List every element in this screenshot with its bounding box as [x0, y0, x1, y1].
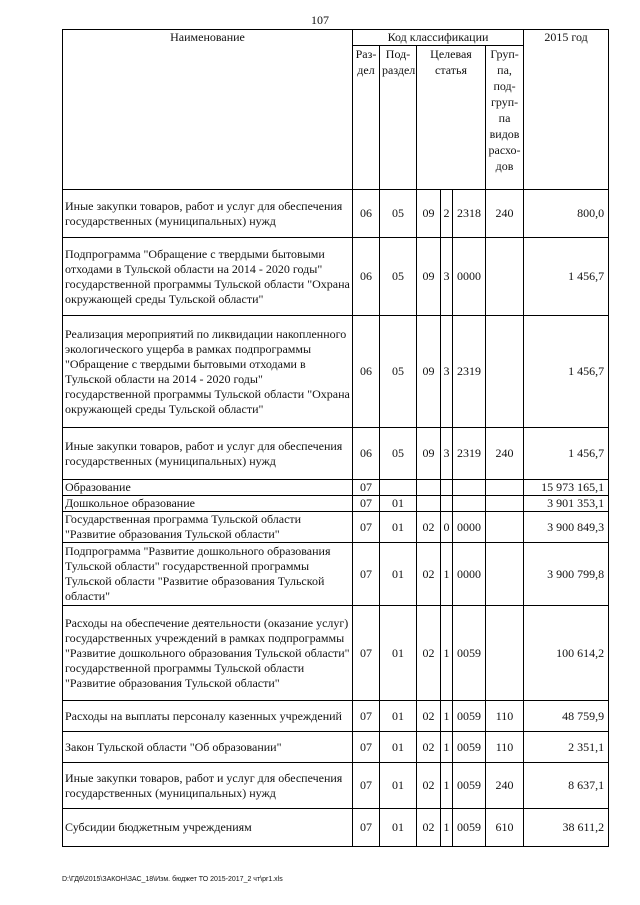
- target-subprogram-cell: 1: [441, 763, 453, 809]
- table-row: [63, 316, 609, 428]
- target-subprogram-cell: 3: [441, 316, 453, 428]
- razdel-cell: 07: [353, 480, 380, 496]
- amount-cell: 800,0: [524, 190, 609, 238]
- target-program-cell: 09: [417, 428, 441, 480]
- table-row: [63, 543, 609, 606]
- podrazdel-cell: 05: [380, 316, 417, 428]
- podrazdel-cell: 01: [380, 701, 417, 732]
- target-subprogram-cell: 1: [441, 732, 453, 763]
- expense-type-cell: [486, 543, 524, 606]
- target-subprogram-cell: 1: [441, 809, 453, 847]
- expense-type-cell: 110: [486, 701, 524, 732]
- expense-type-cell: [486, 238, 524, 316]
- row-name: Реализация мероприятий по ликвидации накопленного экологического ущерба в рамках подпрограммы "Обращение с твердыми бытовыми отходами в Тульской области на 2014 - 2020 годы" государственной программы Тульской области "Охрана окружающей среды Тульской области": [63, 316, 353, 428]
- podrazdel-cell: 01: [380, 512, 417, 543]
- table-row: [63, 428, 609, 480]
- target-subprogram-cell: [441, 480, 453, 496]
- podrazdel-cell: 05: [380, 428, 417, 480]
- table-row: [63, 606, 609, 701]
- target-program-cell: 02: [417, 763, 441, 809]
- expense-type-cell: 240: [486, 428, 524, 480]
- target-direction-cell: 0000: [453, 543, 486, 606]
- target-direction-cell: 0059: [453, 606, 486, 701]
- amount-cell: 48 759,9: [524, 701, 609, 732]
- expense-type-cell: [486, 480, 524, 496]
- amount-cell: 3 900 799,8: [524, 543, 609, 606]
- row-name: Расходы на выплаты персоналу казенных учреждений: [63, 701, 353, 732]
- expense-type-cell: [486, 496, 524, 512]
- razdel-cell: 07: [353, 701, 380, 732]
- budget-table: [62, 29, 609, 847]
- page-number: 107: [311, 13, 329, 27]
- target-subprogram-cell: 0: [441, 512, 453, 543]
- row-name: Субсидии бюджетным учреждениям: [63, 809, 353, 847]
- razdel-cell: 06: [353, 316, 380, 428]
- row-name: Расходы на обеспечение деятельности (оказание услуг) государственных учреждений в рамках подпрограммы "Развитие дошкольного образования Тульской области" государственной программы Тульской области "Развитие образования Тульской области": [63, 606, 353, 701]
- podrazdel-cell: 05: [380, 190, 417, 238]
- table-row: [63, 190, 609, 238]
- expense-type-cell: 610: [486, 809, 524, 847]
- file-path-footer: D:\ГД6\2015\ЗАКОН\ЗАС_18\Изм. бюджет ТО 2015-2017_2 чт\pr1.xls: [62, 876, 283, 883]
- podrazdel-cell: 01: [380, 732, 417, 763]
- row-name: Подпрограмма "Развитие дошкольного образования Тульской области" государственной программы Тульской области "Развитие образования Тульской области": [63, 543, 353, 606]
- table-row: [63, 763, 609, 809]
- target-program-cell: 02: [417, 809, 441, 847]
- row-name: Государственная программа Тульской области "Развитие образования Тульской области": [63, 512, 353, 543]
- target-direction-cell: 2318: [453, 190, 486, 238]
- target-direction-cell: 0000: [453, 512, 486, 543]
- target-program-cell: 02: [417, 606, 441, 701]
- target-direction-cell: 0059: [453, 701, 486, 732]
- table-row: [63, 496, 609, 512]
- row-name: Закон Тульской области "Об образовании": [63, 732, 353, 763]
- target-subprogram-cell: 3: [441, 428, 453, 480]
- razdel-cell: 07: [353, 732, 380, 763]
- expense-type-cell: [486, 316, 524, 428]
- razdel-cell: 07: [353, 543, 380, 606]
- expense-type-cell: 110: [486, 732, 524, 763]
- target-direction-cell: [453, 496, 486, 512]
- target-direction-cell: 0059: [453, 732, 486, 763]
- razdel-cell: 07: [353, 512, 380, 543]
- expense-type-cell: [486, 512, 524, 543]
- razdel-cell: 07: [353, 496, 380, 512]
- header-name: Наименование: [63, 30, 353, 190]
- podrazdel-cell: 05: [380, 238, 417, 316]
- podrazdel-cell: 01: [380, 543, 417, 606]
- amount-cell: 1 456,7: [524, 238, 609, 316]
- target-program-cell: [417, 496, 441, 512]
- table-row: [63, 480, 609, 496]
- row-name: Дошкольное образование: [63, 496, 353, 512]
- podrazdel-cell: 01: [380, 496, 417, 512]
- target-direction-cell: 0059: [453, 809, 486, 847]
- target-subprogram-cell: [441, 496, 453, 512]
- razdel-cell: 06: [353, 428, 380, 480]
- target-direction-cell: 0059: [453, 763, 486, 809]
- header-group: Груп-па, под-груп-па видов расхо-дов: [486, 46, 524, 190]
- amount-cell: 3 900 849,3: [524, 512, 609, 543]
- razdel-cell: 07: [353, 763, 380, 809]
- target-program-cell: 02: [417, 701, 441, 732]
- podrazdel-cell: [380, 480, 417, 496]
- razdel-cell: 07: [353, 606, 380, 701]
- target-direction-cell: 2319: [453, 428, 486, 480]
- amount-cell: 8 637,1: [524, 763, 609, 809]
- target-subprogram-cell: 1: [441, 543, 453, 606]
- expense-type-cell: [486, 606, 524, 701]
- header-podrazdel: Под-раздел: [380, 46, 417, 190]
- target-direction-cell: 2319: [453, 316, 486, 428]
- target-program-cell: 09: [417, 316, 441, 428]
- expense-type-cell: 240: [486, 190, 524, 238]
- target-direction-cell: 0000: [453, 238, 486, 316]
- row-name: Иные закупки товаров, работ и услуг для обеспечения государственных (муниципальных) нужд: [63, 190, 353, 238]
- table-row: [63, 238, 609, 316]
- razdel-cell: 06: [353, 190, 380, 238]
- amount-cell: 3 901 353,1: [524, 496, 609, 512]
- target-program-cell: 09: [417, 238, 441, 316]
- target-program-cell: 02: [417, 543, 441, 606]
- header-target: Целевая статья: [417, 46, 486, 190]
- header-razdel: Раз-дел: [353, 46, 380, 190]
- row-name: Иные закупки товаров, работ и услуг для обеспечения государственных (муниципальных) нужд: [63, 763, 353, 809]
- amount-cell: 2 351,1: [524, 732, 609, 763]
- header-year: 2015 год: [524, 30, 609, 190]
- expense-type-cell: 240: [486, 763, 524, 809]
- table-row: [63, 512, 609, 543]
- amount-cell: 38 611,2: [524, 809, 609, 847]
- target-subprogram-cell: 1: [441, 701, 453, 732]
- target-subprogram-cell: 3: [441, 238, 453, 316]
- target-subprogram-cell: 1: [441, 606, 453, 701]
- target-program-cell: 02: [417, 732, 441, 763]
- target-direction-cell: [453, 480, 486, 496]
- target-program-cell: 09: [417, 190, 441, 238]
- table-row: [63, 701, 609, 732]
- amount-cell: 1 456,7: [524, 428, 609, 480]
- podrazdel-cell: 01: [380, 809, 417, 847]
- row-name: Иные закупки товаров, работ и услуг для обеспечения государственных (муниципальных) нужд: [63, 428, 353, 480]
- row-name: Образование: [63, 480, 353, 496]
- target-program-cell: [417, 480, 441, 496]
- target-subprogram-cell: 2: [441, 190, 453, 238]
- razdel-cell: 06: [353, 238, 380, 316]
- row-name: Подпрограмма "Обращение с твердыми бытовыми отходами в Тульской области на 2014 - 2020 годы" государственной программы Тульской области "Охрана окружающей среды Тульской области": [63, 238, 353, 316]
- header-code: Код классификации: [353, 30, 524, 46]
- amount-cell: 1 456,7: [524, 316, 609, 428]
- amount-cell: 15 973 165,1: [524, 480, 609, 496]
- table-row: [63, 732, 609, 763]
- target-program-cell: 02: [417, 512, 441, 543]
- table-row: [63, 809, 609, 847]
- podrazdel-cell: 01: [380, 763, 417, 809]
- razdel-cell: 07: [353, 809, 380, 847]
- amount-cell: 100 614,2: [524, 606, 609, 701]
- podrazdel-cell: 01: [380, 606, 417, 701]
